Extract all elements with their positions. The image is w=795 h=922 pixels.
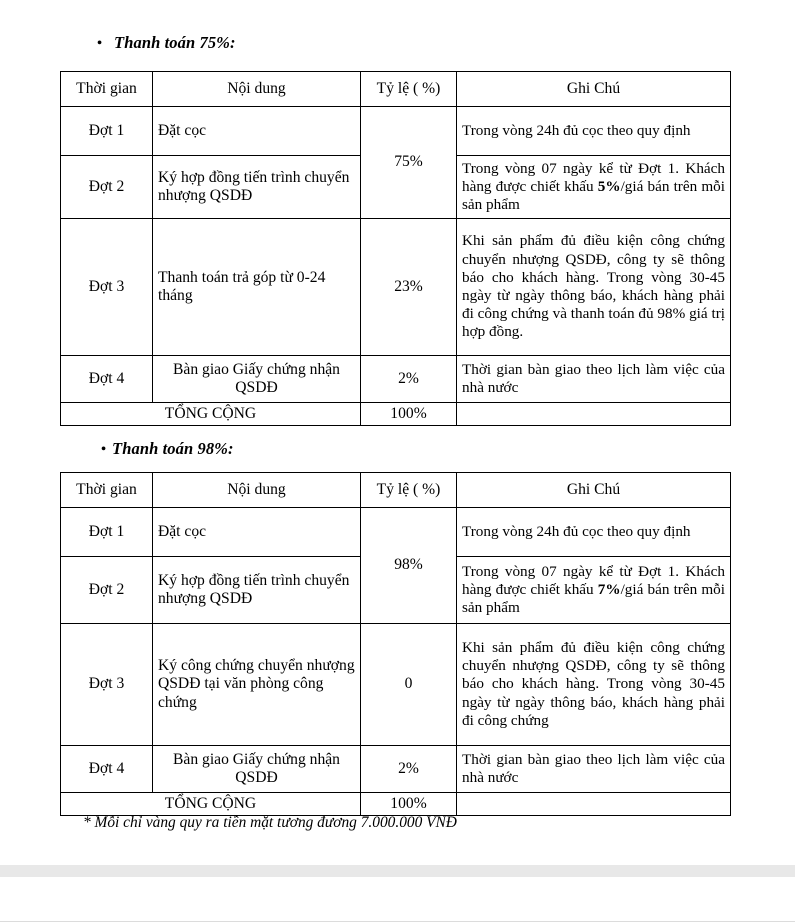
cell-content: Đặt cọc [153, 107, 361, 156]
cell-note: Khi sản phẩm đủ điều kiện công chứng chuyển nhượng QSDĐ, công ty sẽ thông báo cho khách hàng. Trong vòng 30-45 ngày từ ngày thông báo, khách hàng phải đi công chứng [457, 624, 731, 746]
note-text-part2: /giá bán trên mỗi sản phẩm [462, 177, 725, 214]
table-row [61, 107, 731, 156]
cell-time: Đợt 4 [61, 746, 153, 793]
table-row [61, 219, 731, 356]
cell-rate-merged: 98% [361, 508, 457, 624]
table-row [61, 746, 731, 793]
cell-time: Đợt 1 [61, 508, 153, 557]
cell-content: Đặt cọc [153, 508, 361, 557]
cell-rate-merged: 75% [361, 107, 457, 219]
table-row [61, 624, 731, 746]
cell-note: Khi sản phẩm đủ điều kiện công chứng chuyển nhượng QSDĐ, công ty sẽ thông báo cho khách hàng. Trong vòng 30-45 ngày từ ngày thông báo, khách hàng phải đi công chứng và thanh toán đủ 98% giá trị hợp đồng. [457, 219, 731, 356]
heading-payment-plan-98 [101, 439, 234, 460]
table-total-row [61, 793, 731, 816]
cell-content: Bàn giao Giấy chứng nhận QSDĐ [153, 746, 361, 793]
cell-content: Thanh toán trả góp từ 0-24 tháng [153, 219, 361, 356]
table-row [61, 508, 731, 557]
cell-time: Đợt 3 [61, 624, 153, 746]
cell-note [457, 156, 731, 219]
next-page-top [0, 877, 795, 922]
cell-time: Đợt 1 [61, 107, 153, 156]
cell-note [457, 557, 731, 624]
cell-content: Bàn giao Giấy chứng nhận QSDĐ [153, 356, 361, 403]
cell-time: Đợt 2 [61, 557, 153, 624]
heading-payment-plan-75-label: Thanh toán 75%: [114, 33, 236, 52]
payment-schedule-table-98 [60, 472, 731, 816]
footnote-gold-conversion: * Mỗi chỉ vàng quy ra tiền mặt tương đương 7.000.000 VNĐ [83, 814, 457, 831]
heading-payment-plan-98-label: Thanh toán 98%: [112, 439, 234, 458]
bullet-point-icon [97, 32, 102, 52]
note-text-part1: Trong vòng 07 ngày kể từ Đợt 1. Khách hàng được chiết khấu [462, 562, 725, 598]
note-discount-value: 5% [597, 177, 621, 195]
total-label: TỔNG CỘNG [61, 403, 361, 426]
heading-payment-plan-75 [97, 33, 236, 54]
cell-rate: 0 [361, 624, 457, 746]
column-header-rate: Tỷ lệ ( %) [361, 72, 457, 107]
cell-rate: 2% [361, 746, 457, 793]
bullet-point-icon [101, 438, 106, 458]
cell-content: Ký công chứng chuyển nhượng QSDĐ tại văn phòng công chứng [153, 624, 361, 746]
table-row [61, 356, 731, 403]
total-rate: 100% [361, 403, 457, 426]
table-total-row [61, 403, 731, 426]
cell-time: Đợt 2 [61, 156, 153, 219]
column-header-note: Ghi Chú [457, 473, 731, 508]
payment-schedule-table-75 [60, 71, 731, 426]
total-label: TỔNG CỘNG [61, 793, 361, 816]
cell-note: Thời gian bàn giao theo lịch làm việc của nhà nước [457, 746, 731, 793]
column-header-rate: Tỷ lệ ( %) [361, 473, 457, 508]
note-discount-value: 7% [597, 580, 621, 598]
column-header-note: Ghi Chú [457, 72, 731, 107]
column-header-time: Thời gian [61, 72, 153, 107]
column-header-content: Nội dung [153, 473, 361, 508]
total-rate: 100% [361, 793, 457, 816]
cell-time: Đợt 3 [61, 219, 153, 356]
total-note [457, 403, 731, 426]
column-header-time: Thời gian [61, 473, 153, 508]
cell-note: Trong vòng 24h đủ cọc theo quy định [457, 508, 731, 557]
cell-rate: 2% [361, 356, 457, 403]
column-header-content: Nội dung [153, 72, 361, 107]
note-text-part2: /giá bán trên mỗi sản phẩm [462, 580, 725, 617]
cell-note: Thời gian bàn giao theo lịch làm việc của nhà nước [457, 356, 731, 403]
table-header-row [61, 72, 731, 107]
note-text-part1: Trong vòng 07 ngày kể từ Đợt 1. Khách hàng được chiết khấu [462, 159, 725, 195]
cell-content: Ký hợp đồng tiến trình chuyển nhượng QSDĐ [153, 557, 361, 624]
cell-rate: 23% [361, 219, 457, 356]
cell-time: Đợt 4 [61, 356, 153, 403]
total-note [457, 793, 731, 816]
cell-note: Trong vòng 24h đủ cọc theo quy định [457, 107, 731, 156]
cell-content: Ký hợp đồng tiến trình chuyển nhượng QSDĐ [153, 156, 361, 219]
table-header-row [61, 473, 731, 508]
